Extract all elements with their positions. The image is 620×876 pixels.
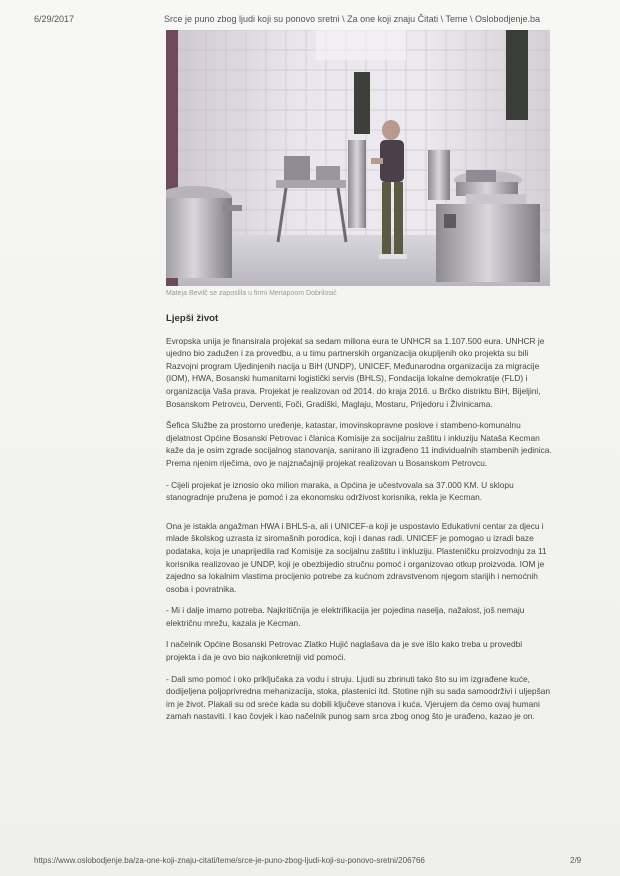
print-header-title: Srce je puno zbog ljudi koji su ponovo sretni \ Za one koji znaju Čitati \ Teme \ Oslobodjenje.ba [164,14,541,24]
paragraph: Šefica Službe za prostorno uređenje, katastar, imovinskopravne poslove i stambeno-komunalnu djelatnost Općine Bosanski Petrovac i članica Komisije za socijalnu zaštitu i inkluziju Nataša Kecman kaže da je osim zgrade socijalnog stanovanja, sanirano ili izgrađeno 11 individualnih stambenih jedinica. Prema njenim riječima, ovo je najznačajniji projekat realizovan u Bosanskom Petrovcu. [166,420,552,468]
paragraph: - Cijeli projekat je iznosio oko milion maraka, a Općina je učestvovala sa 37.000 KM. U sklopu stanogradnje pružena je pomoć i za ekonomsku održivost korisnika, rekla je Kecman. [166,479,514,503]
paragraph: Evropska unija je finansirala projekat sa sedam miliona eura te UNHCR sa 1.107.500 eura. UNHCR je ujedno bio zadužen i za provedbu, a u timu partnerskih organizacija okupljenih oko projekta su bili Razvojni program Ujedinjenih nacija u BiH (UNDP), UNICEF, Međunarodna organizacija za migracije (IOM), HWA, Bosanski humanitarni logistički servis (BHLS), Fondacija lokalne demokratije (FLD) i organizacija Vaša prava. Projekat je realizovan od 2014. do kraja 2016. u Brčko distriktu BiH, Bijeljini, Bosanskom Petrovcu, Derventi, Foči, Gradiški, Maglaju, Mostaru, Prijedoru i Živinicama. [166,335,545,409]
paragraph: - Dali smo pomoć i oko priključaka za vodu i struju. Ljudi su zbrinuti tako što su im izgrađene kuće, dodijeljena poljoprivredna mehanizacija, stoka, plastenici itd. Stotine njih su sada samoodrživi i uljepšan im je život. Plakali su od sreće kada su dobili ključeve stanova i kuća. Vjerujem da ćemo ovaj humani zamah nastaviti. I kao čovjek i kao načelnik punog sam srca zbog onog što je urađeno, kazao je on. [166,673,551,722]
print-date: 6/29/2017 [34,14,75,24]
kitchen-photo-illustration [166,30,550,286]
paragraph: - Mi i dalje imamo potreba. Najkritičnija je elektrifikacija jer pojedina naselja, nažalost, još nemaju električnu mrežu, kazala je Kecman. [166,605,525,628]
photo-caption: Mateja Bevilč se zaposlila u firmi Meriapoom Dobrilosić [166,290,337,297]
paragraph: Ona je istakla angažman HWA i BHLS-a, ali i UNICEF-a koji je uspostavio Edukativni centar za djecu i mlade školskog uzrasta iz siromašnih porodica, koji i danas radi. UNICEF je pomogao u izradi baze podataka, koja je unaprijedila rad Komisije za socijalnu zaštitu i inkluziju. Plasteničku proizvodnju za 11 korisnika realizovao je UNDP, koji je obezbijedio stručnu pomoć i organizovao otkup proizvoda. IOM je zajedno sa lokalnim vlastima procijenio potrebe za kućnom zdravstvenom njegom starijih i nemoćnih osoba i povratnika. [166,520,547,594]
print-footer-url: https://www.oslobodjenje.ba/za-one-koji-znaju-citati/teme/srce-je-puno-zbog-ljudi-koji-su-ponovo-sretni/206766 [34,856,425,865]
paragraph: I načelnik Općine Bosanski Petrovac Zlatko Hujić naglašava da je sve išlo kako treba u provedbi projekta i da je ovo bio najkonkretniji vid pomoći. [166,639,523,663]
article-body [166,313,554,732]
article-photo [166,30,550,286]
section-heading: Ljepši život [166,313,219,324]
page-number: 2/9 [570,856,582,865]
